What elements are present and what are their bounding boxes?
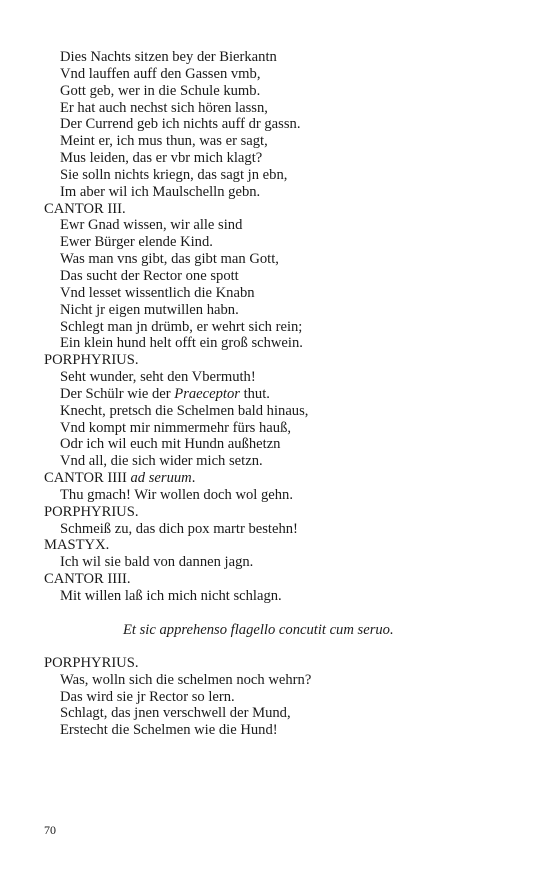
verse-line [44, 116, 514, 133]
italic-text: Praeceptor [174, 385, 240, 402]
line-text: Mit willen laß ich mich nicht schlagn. [60, 588, 282, 604]
verse-line [44, 133, 514, 150]
line-text: Schlagt, das jnen verschwell der Mund, [60, 705, 291, 722]
page-number: 70 [44, 823, 56, 837]
speaker-name [44, 470, 514, 487]
verse-line [44, 453, 514, 470]
line-text: CANTOR III. [44, 200, 126, 217]
line-text: Seht wunder, seht den Vbermuth! [60, 369, 256, 386]
line-text: Ein klein hund helt offt ein groß schwein. [60, 335, 303, 352]
line-text: Der Schülr wie der [60, 385, 175, 402]
line-text: PORPHYRIUS. [44, 654, 139, 671]
line-text: PORPHYRIUS. [44, 352, 139, 369]
verse-line [44, 66, 514, 83]
verse-line [44, 234, 514, 251]
verse-line [44, 588, 514, 605]
verse-line [44, 285, 514, 302]
line-text: Er hat auch nechst sich hören lassn, [60, 99, 268, 116]
verse-line [44, 689, 514, 706]
line-text: Schlegt man jn drümb, er wehrt sich rein; [60, 318, 303, 335]
line-text: CANTOR IIII. [44, 571, 131, 588]
verse-line [44, 369, 514, 386]
speaker-name [44, 571, 514, 588]
verse-line [44, 268, 514, 285]
line-text: Der Currend geb ich nichts auff dr gassn. [60, 116, 301, 133]
verse-line [44, 436, 514, 453]
verse-line [44, 184, 514, 201]
verse-line [44, 217, 514, 234]
verse-line [44, 251, 514, 268]
line-text: Schmeiß zu, das dich pox martr bestehn! [60, 520, 298, 537]
verse-line [44, 302, 514, 319]
line-text: Dies Nachts sitzen bey der Bierkantn [60, 49, 277, 65]
verse-line [44, 554, 514, 571]
verse-line [44, 672, 514, 689]
verse-line [44, 49, 514, 66]
line-text: Ewr Gnad wissen, wir alle sind [60, 217, 243, 234]
speaker-name [44, 655, 514, 672]
italic-text: ad seruum [130, 470, 192, 487]
line-text: Nicht jr eigen mutwillen habn. [60, 301, 239, 318]
verse-line [44, 420, 514, 437]
line-text: Knecht, pretsch die Schelmen bald hinaus, [60, 402, 309, 419]
stage-direction [44, 605, 514, 655]
line-text: CANTOR IIII [44, 470, 131, 487]
line-text: Vnd all, die sich wider mich setzn. [60, 453, 263, 470]
line-text: Thu gmach! Wir wollen doch wol gehn. [60, 486, 293, 503]
line-text: Ewer Bürger elende Kind. [60, 234, 213, 251]
speaker-name [44, 504, 514, 521]
line-text: Vnd kompt mir nimmermehr fürs hauß, [60, 419, 292, 436]
line-text: Meint er, ich mus thun, was er sagt, [60, 133, 268, 150]
line-text: Vnd lesset wissentlich die Knabn [60, 284, 255, 301]
line-text: Ich wil sie bald von dannen jagn. [60, 554, 254, 571]
verse-line [44, 83, 514, 100]
verse-line [44, 167, 514, 184]
speaker-name [44, 537, 514, 554]
line-text: Im aber wil ich Maulschelln gebn. [60, 183, 261, 200]
line-text-tail: . [191, 470, 196, 487]
line-text: Sie solln nichts kriegn, das sagt jn ebn, [60, 166, 288, 183]
verse-line [44, 335, 514, 352]
line-text: Gott geb, wer in die Schule kumb. [60, 82, 261, 99]
speaker-name [44, 201, 514, 218]
line-text: Erstecht die Schelmen wie die Hund! [60, 722, 278, 739]
verse-line [44, 705, 514, 722]
line-text: PORPHYRIUS. [44, 503, 139, 520]
line-text: Was, wolln sich die schelmen noch wehrn? [60, 671, 312, 688]
line-text: Vnd lauffen auff den Gassen vmb, [60, 65, 261, 82]
verse-line [44, 386, 514, 403]
verse-line [44, 722, 514, 739]
verse-line [44, 100, 514, 117]
verse-line [44, 150, 514, 167]
play-text [44, 49, 514, 739]
line-text: MASTYX. [44, 537, 110, 554]
line-text: Mus leiden, das er vbr mich klagt? [60, 150, 263, 167]
line-text-tail: thut. [239, 385, 270, 402]
line-text: Odr ich wil euch mit Hundn außhetzn [60, 436, 281, 453]
verse-line [44, 487, 514, 504]
line-text: Et sic apprehenso flagello concutit cum seruo. [123, 621, 394, 638]
line-text: Das wird sie jr Rector so lern. [60, 688, 235, 705]
speaker-name [44, 352, 514, 369]
verse-line [44, 521, 514, 538]
line-text: Das sucht der Rector one spott [60, 267, 239, 284]
line-text: Was man vns gibt, das gibt man Gott, [60, 251, 279, 268]
verse-line [44, 403, 514, 420]
verse-line [44, 319, 514, 336]
